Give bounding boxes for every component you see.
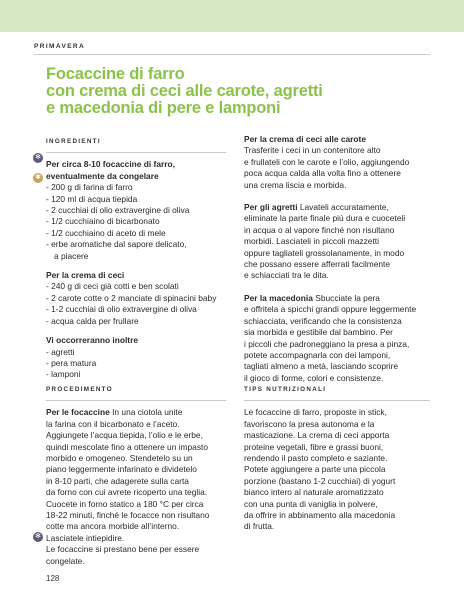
tip-text: Le focaccine di farro, proposte in stick, <box>244 407 387 418</box>
step-text: e offritela a spicchi grandi oppure leggermente <box>244 304 417 315</box>
tip-text: favoriscono la presa autonoma e la <box>244 418 375 429</box>
step-text: quindi mescolate fino a ottenere un impasto <box>46 441 209 452</box>
step-text: Sbucciate la pera <box>312 292 380 303</box>
step-text: sia morbida e gestibile dal bambino. Per <box>244 327 393 338</box>
procedimento-divider <box>46 400 226 401</box>
snowflake-icon: ✻ <box>33 532 43 542</box>
title-line: Focaccine di farro <box>46 65 185 83</box>
step-text: in 8-10 parti, che adagerete sulla carta <box>46 475 189 486</box>
wheat-icon: ✱ <box>33 173 43 183</box>
tip-text: da offrire in abbinamento alla macedonia <box>244 510 396 521</box>
tip-text: rendendo il pasto completo e saziante. <box>244 453 388 464</box>
ingredient-item: - 200 g di farina di farro <box>46 182 133 193</box>
step-text: Trasferite i ceci in un contenitore alto <box>244 145 381 156</box>
ingredient-item: - pera matura <box>46 357 97 368</box>
tip-text: Potete aggiungere a parte una piccola <box>244 464 386 475</box>
ingredients-divider <box>46 152 226 153</box>
title-line: e macedonia di pere e lamponi <box>46 99 281 117</box>
section-label: PRIMAVERA <box>34 43 86 50</box>
occorre-heading: Vi occorreranno inoltre <box>46 335 138 346</box>
macedonia-step-lead: Per la macedonia <box>244 292 313 303</box>
step-text: e frullateli con le carote e l’olio, aggiungendo <box>244 156 410 167</box>
step-text: da forno con cui avrete ricoperto una teglia. <box>46 487 208 498</box>
step-text: oppure tagliateli grossolanamente, in modo <box>244 247 405 258</box>
snowflake-icon: ✻ <box>33 153 43 163</box>
tip-text: masticazione. La crema di ceci apporta <box>244 430 390 441</box>
step-text: In una ciotola unite <box>109 407 183 418</box>
tip-text: porzione (bastano 1-2 cucchiai) di yogurt <box>244 475 396 486</box>
crema-step-heading: Per la crema di ceci alle carote <box>244 134 366 144</box>
step-text: la farina con il bicarbonato e l’aceto. <box>46 418 180 429</box>
step-text: schiacciata, verificando che la consistenza <box>244 315 402 326</box>
freeze-note: Le focaccine si prestano bene per essere <box>46 544 200 555</box>
tips-heading: TIPS NUTRIZIONALI <box>244 386 327 393</box>
top-color-band <box>0 0 464 32</box>
step-text: poca acqua calda alla volta fino a ottenere <box>244 168 401 179</box>
ingredient-item: - erbe aromatiche dal sapore delicato, <box>46 239 187 250</box>
focaccine-heading: Per circa 8-10 focaccine di farro, <box>46 159 175 170</box>
step-text: in acqua o al vapore finché non risultano <box>244 224 395 235</box>
header-divider <box>34 54 430 55</box>
step-text: 18-22 minuti, finché le focacce non risultano <box>46 510 210 521</box>
step-text: che possano essere afferrati facilmente <box>244 259 391 270</box>
title-line: con crema di ceci alle carote, agretti <box>46 82 323 100</box>
focaccine-heading: eventualmente da congelare <box>46 170 159 181</box>
ingredient-item: - 120 ml di acqua tiepida <box>46 193 138 204</box>
ingredient-item: - 240 g di ceci già cotti e ben scolati <box>46 281 179 292</box>
tips-divider <box>244 400 430 401</box>
ingredient-item: - 1/2 cucchiaino di aceto di mele <box>46 227 166 238</box>
step-text: e schiacciati tra le dita. <box>244 270 329 281</box>
page-number: 128 <box>46 574 60 583</box>
agretti-step-lead: Per gli agretti <box>244 202 298 213</box>
ingredient-item: - 2 carote cotte o 2 manciate di spinacini baby <box>46 292 217 303</box>
step-text: eliminate la parte finale più dura e cuoceteli <box>244 213 406 224</box>
step-text: Lasciatele intiepidire. <box>46 532 125 543</box>
ingredient-item: - acqua calda per frullare <box>46 315 139 326</box>
right-steps <box>244 134 434 384</box>
crema-heading: Per la crema di ceci <box>46 270 125 281</box>
tip-text: con una punta di vaniglia in polvere, <box>244 498 378 509</box>
step-text: piano leggermente infarinato e dividetelo <box>46 464 197 475</box>
step-text: Cuocete in forno statico a 180 °C per circa <box>46 498 204 509</box>
ingredient-item: - 2 cucchiai di olio extravergine di oliva <box>46 205 190 216</box>
ingredient-item: a piacere <box>54 250 89 261</box>
recipe-title <box>46 66 446 117</box>
step-text: morbidi. Lasciateli in piccoli mazzetti <box>244 236 379 247</box>
freeze-note: congelate. <box>46 555 85 566</box>
tip-text: di frutta. <box>244 521 275 532</box>
step-text: tagliati almeno a metà, lasciando scoprire <box>244 361 399 372</box>
ingredient-item: - agretti <box>46 346 75 357</box>
step-text: i piccoli che padroneggiano la presa a pinza, <box>244 338 410 349</box>
step-text: Lavateli accuratamente, <box>297 202 389 213</box>
step-text: cotte ma ancora morbide all’interno. <box>46 521 180 532</box>
procedimento-heading: PROCEDIMENTO <box>46 386 113 393</box>
ingredient-item: - lamponi <box>46 369 81 380</box>
step-text: potete accompagnarla con dei lamponi, <box>244 349 391 360</box>
focaccine-step-lead: Per le focaccine <box>46 407 110 418</box>
ingredients-section <box>46 136 226 381</box>
ingredients-heading: INGREDIENTI <box>46 138 101 145</box>
tip-text: bianco intero al naturale aromatizzato <box>244 487 384 498</box>
ingredient-item: - 1/2 cucchiaino di bicarbonato <box>46 216 160 227</box>
step-text: Aggiungete l’acqua tiepida, l’olio e le erbe, <box>46 430 203 441</box>
step-text: il gioco di forme, colori e consistenze. <box>244 372 384 383</box>
tip-text: proteine vegetali, fibre e grassi buoni, <box>244 441 384 452</box>
step-text: una crema liscia e morbida. <box>244 179 347 190</box>
tips-section <box>244 384 434 533</box>
step-text: morbido e omogeneo. Stendetelo su un <box>46 453 193 464</box>
procedimento-section <box>46 384 226 567</box>
ingredient-item: - 1-2 cucchiai di olio extravergine di oliva <box>46 304 197 315</box>
